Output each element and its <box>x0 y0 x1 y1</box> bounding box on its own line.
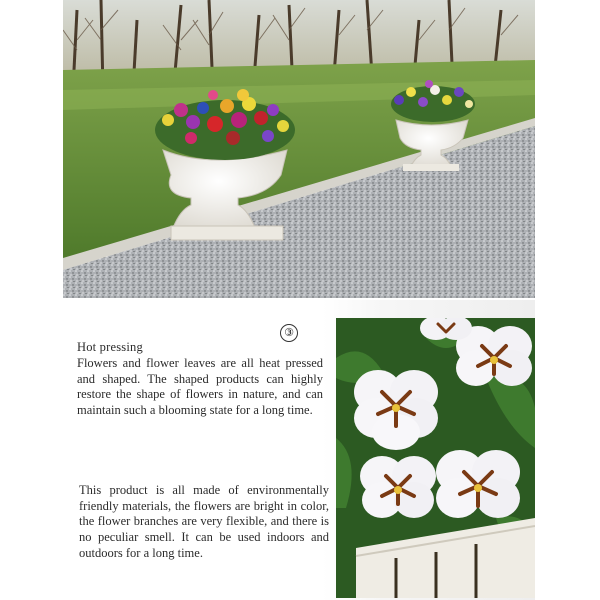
step-marker: ③ <box>280 324 298 342</box>
paragraph-materials: This product is all made of environmentally friendly materials, the flowers are bright in color, the flower branches are very flexible, and there is no peculiar smell. It can be used indoors and outdoors for a long time. <box>79 483 329 560</box>
garden-planters-photo <box>63 0 535 298</box>
section-heading: Hot pressing <box>77 340 143 354</box>
paragraph-heat-pressing: Flowers and flower leaves are all heat pressed and shaped. The shaped products can highly restore the shape of flowers in nature, and can maintain such a blooming state for a long time. <box>77 356 323 418</box>
white-pansy-closeup-photo <box>336 318 535 598</box>
